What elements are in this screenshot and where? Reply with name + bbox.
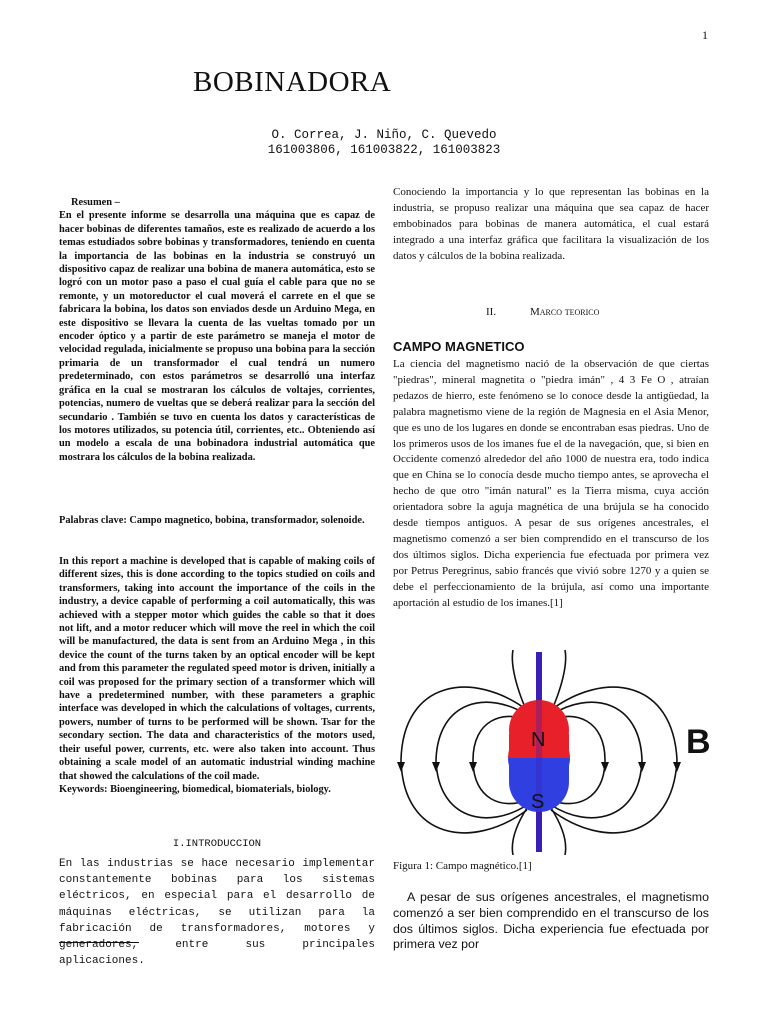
keywords-english: Keywords: Bioengineering, biomedical, biomaterials, biology.	[59, 783, 331, 795]
abstract-english-text: In this report a machine is developed that is capable of making coils of different sizes, this is done according to the topics studied on coils and transformers, taking into account the importance of the coils in the industry, a device capable of performing a coil automatically, this was achieved with a stepper motor which guides the cable so that it does not lift, and a motor reducer which will move the reel in which the coil will be manufactured, the data is sent from an Arduino Mega , in this device the count of the turns taken by an optical encoder will be kept and from this parameter the regulated speed motor is driven, initially a coil was proposed for the primary section of a transformer which will have a predetermined number, with these parameters a graphic interface was developed in which the calculations of voltages, currents, powers, number of turns to be performed will be shown. Tsar for the secondary section. The data and characteristics of the motors used, their useful power, currents, etc. were also taken into account. Thus obtaining a scale model of an automatic industrial winding machine that showed the calculations of the coil made.	[59, 556, 375, 782]
right-column-intro: Conociendo la importancia y lo que representan las bobinas en la industria, se propuso realizar una máquina que sea capaz de hacer embobinados para bobinas de manera automática, el cual estará integrado a una interfaz gráfica que facilitara la visualización de los datos y cálculos de la bobina realizada.	[393, 186, 709, 262]
closing-paragraph-text: A pesar de sus orígenes ancestrales, el magnetismo comenzó a ser bien comprendido en el transcurso de los dos últimos siglos. Dicha experiencia fue efectuada por primera vez por	[393, 890, 709, 952]
field-label: B	[686, 723, 711, 761]
abstract-english	[59, 555, 375, 796]
intro-text: En las industrias se hace necesario implementar constantemente bobinas para los sistemas eléctricos, en especial para el desarrollo de máquinas eléctricas, se utilizan para la fabricación de transformadores, motores y generadores, entre sus principales aplicaciones.	[59, 858, 375, 968]
section-title: Marco teorico	[530, 306, 600, 318]
intro-heading: I.INTRODUCCION	[172, 838, 262, 850]
south-label: S	[531, 791, 545, 813]
campo-magnetico-text: La ciencia del magnetismo nació de la observación de que ciertas "piedras", mineral magnetita o "piedra imán" , 4 3 Fe O , atraían pedazos de hierro, este fenómeno se lo conoce desde la antigüedad, la palabra magnetismo viene de la región de Magnesia en el Asia Menor, que es uno de los lugares en donde se encontraban esas piedras. Uno de los primeros usos de los imanes fue el de la navegación, que, si bien en Occidente comenzó alrededor del año 1000 de nuestra era, todo indica que en China se lo conocía desde mucho tiempo antes, se aprovecha el hecho de que otro "imán natural" es la Tierra misma, cuya acción orientadora sobre la aguja magnética de una brújula se ha conocido desde tiempos antiguos. A pesar de sus orígenes ancestrales, el magnetismo comenzó a ser bien comprendido en el transcurso de los dos últimos siglos. Dicha experiencia fue efectuada por primera vez por Petrus Peregrinus, sabio francés que vivió sobre 1270 y a quien se debe el perfeccionamiento de la brújula, así como una importante aportación al estudio de los imanes.[1]	[393, 358, 709, 609]
section-number: II.	[486, 306, 497, 318]
author-ids: 161003806, 161003822, 161003823	[267, 143, 501, 157]
figure-caption: Figura 1: Campo magnético.[1]	[393, 860, 532, 872]
abstract-label: Resumen –	[71, 197, 120, 208]
north-label: N	[531, 729, 546, 751]
campo-magnetico-heading: CAMPO MAGNETICO	[393, 339, 525, 354]
keywords-spanish: Palabras clave: Campo magnetico, bobina, transformador, solenoide.	[59, 515, 365, 526]
abstract-spanish-text: En el presente informe se desarrolla una máquina que es capaz de hacer bobinas de diferentes tamaños, este es realizado de acuerdo a los temas estudiados sobre bobinas y transformadores, teniendo en cuenta la importancia de las bobinas en la industria se construyó un dispositivo capaz de realizar una bobina de manera automática, esto se logró con un motor paso a paso el cual guía el cable para que no se remonte, y un motoreductor el cual moverá el carrete en el que se fabricara la bobina, los datos son enviados desde un Arduino Mega, en este dispositivo se llevara la cuenta de las vueltas tomado por un encoder óptico y a partir de este parámetro se maneja el motor de velocidad regulada, inicialmente se propuso una bobina para la sección primaria de un transformador el cual tendrá un numero predeterminado, con estos parámetros se desarrolló una interfaz gráfica en la cual se mostraran los cálculos de voltajes, corrientes, potencias, numero de vueltas que se deberá realizar para la sección del secundario . También se tuvo en cuenta los datos y características de los motores utilizados, su potencia útil, corrientes, etc.. Obteniendo así un modelo a escala de una bobinadora industrial automática que mostrara los cálculos de la bobina realizada.	[59, 210, 375, 463]
abstract-spanish	[59, 196, 375, 464]
page-number: 1	[702, 28, 708, 42]
footnote-rule	[59, 942, 139, 943]
magnetic-field-figure	[393, 650, 723, 855]
closing-paragraph	[393, 890, 709, 953]
field-line-top-right	[551, 650, 566, 712]
paper-title: BOBINADORA	[193, 66, 392, 98]
author-names: O. Correa, J. Niño, C. Quevedo	[271, 128, 497, 142]
